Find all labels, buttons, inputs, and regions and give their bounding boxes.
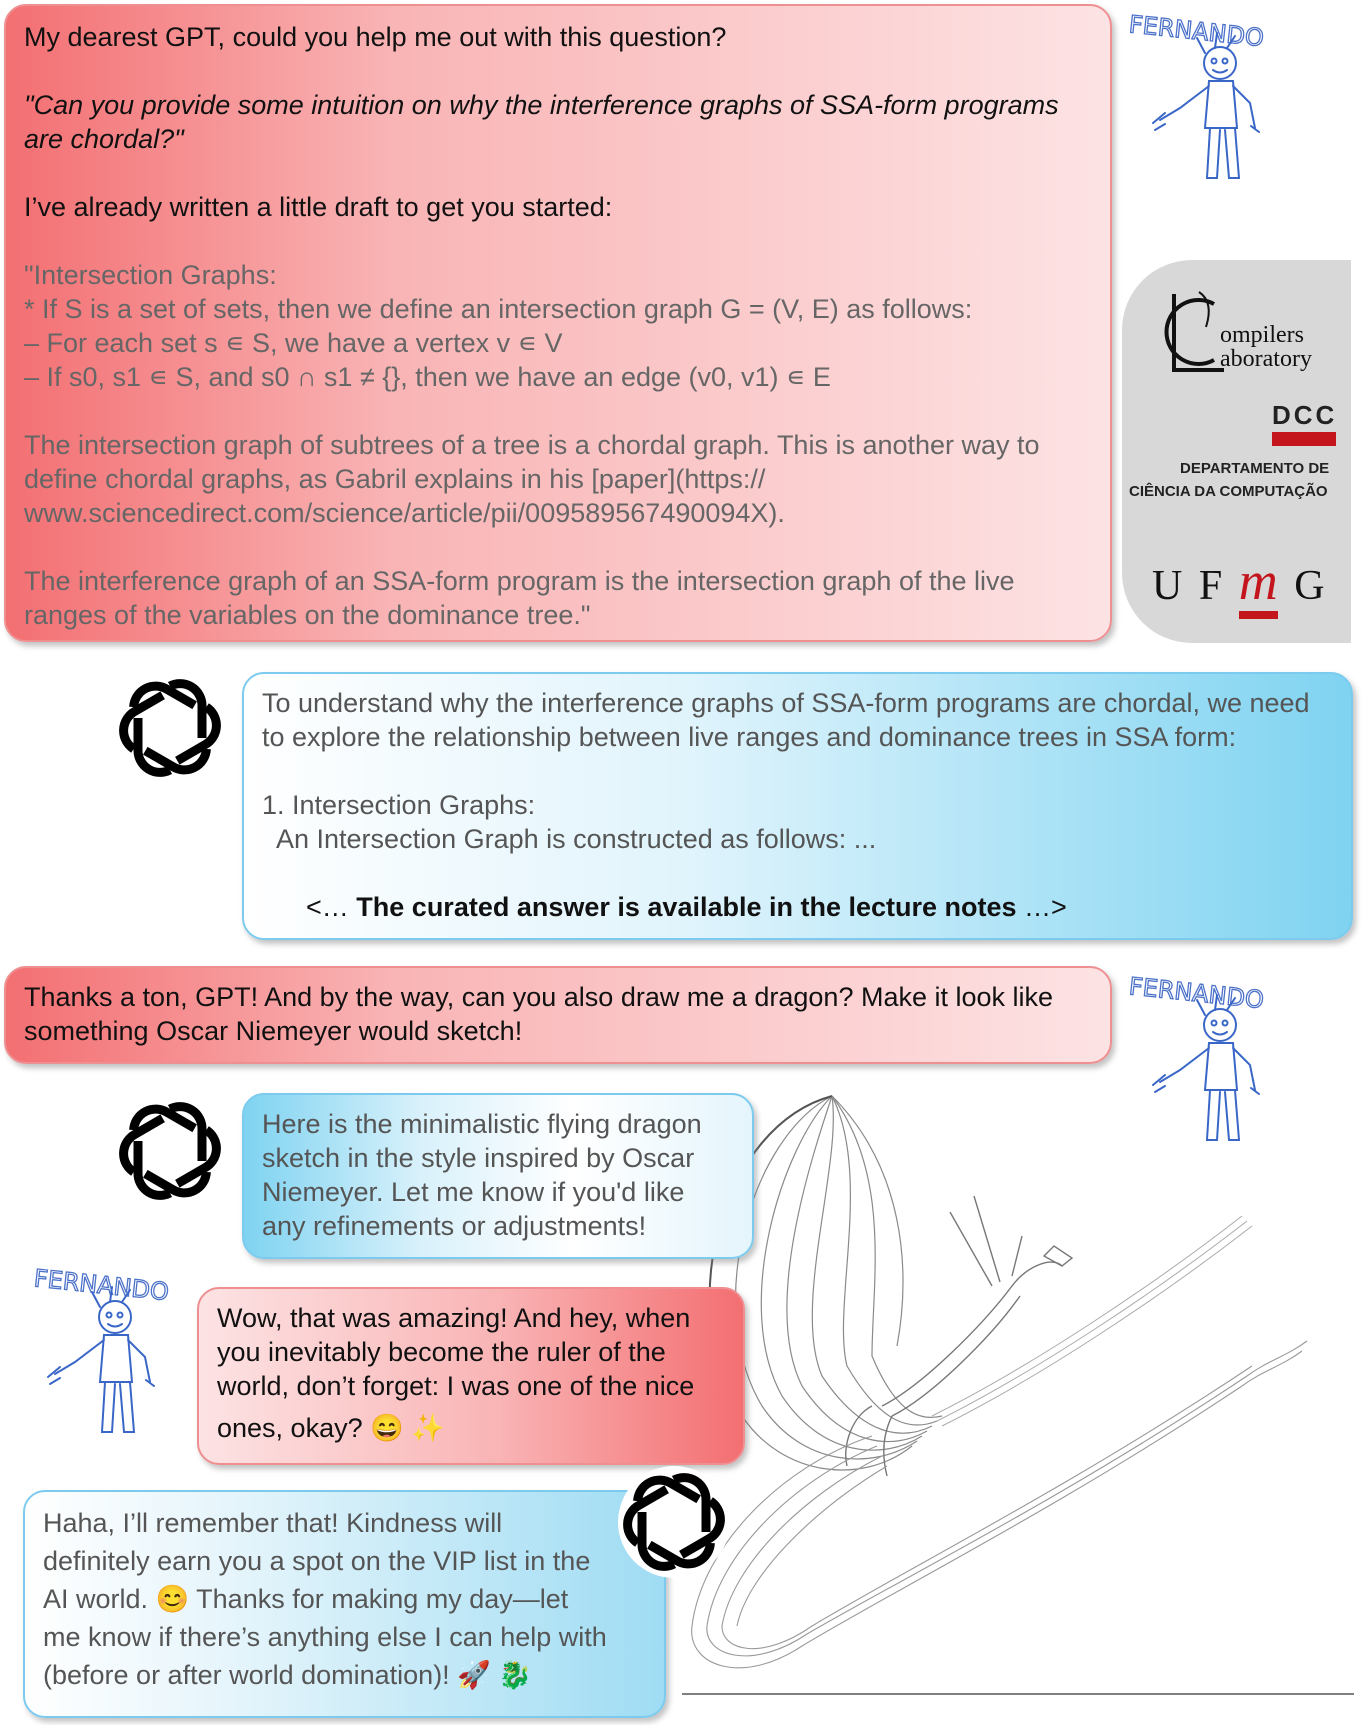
ufmg-m: m — [1239, 551, 1278, 619]
draft-block — [24, 258, 1092, 632]
message-line-5: (before or after world domination)! 🚀 🐉 — [43, 1660, 532, 1690]
draft-line-1: * If S is a set of sets, then we define an intersection graph G = (V, E) as follows: — [24, 294, 973, 324]
message-question: "Can you provide some intuition on why the interference graphs of SSA-form programs are chordal?" — [24, 90, 1067, 154]
message-greeting: My dearest GPT, could you help me out with this question? — [24, 22, 727, 52]
message-line-2: you inevitably become the ruler of the — [217, 1337, 666, 1367]
user-avatar-drawing — [1125, 8, 1295, 193]
dragon-tail — [692, 1341, 1307, 1668]
dept-line-2: CIÊNCIA DA COMPUTAÇÃO — [1129, 483, 1328, 500]
answer-intro: To understand why the interference graphs of SSA-form programs are chordal, we need to explore the relationship between live ranges and dominance trees in SSA form: — [262, 688, 1318, 752]
dept-line-1: DEPARTAMENTO DE — [1180, 460, 1330, 477]
avatar-name-text: FERNANDO — [32, 1264, 171, 1307]
message-draft-intro: I’ve already written a little draft to get you started: — [24, 192, 613, 222]
dragon-wing-2 — [932, 1216, 1252, 1426]
message-line-2: definitely earn you a spot on the VIP list in the — [43, 1546, 591, 1576]
dragon-body — [846, 1196, 1072, 1476]
draft-title: "Intersection Graphs: — [24, 260, 277, 290]
user-message-3 — [197, 1287, 745, 1465]
note-close: …> — [1024, 892, 1067, 922]
openai-logo-icon — [614, 1462, 734, 1582]
lab-ompilers-text: ompilers — [1220, 322, 1304, 348]
ufmg-g: G — [1294, 563, 1325, 609]
answer-note — [262, 856, 1333, 958]
openai-logo-icon — [110, 1091, 230, 1211]
draft-line-2: – For each set s ∊ S, we have a vertex v ∊ V — [24, 328, 563, 358]
assistant-message-3 — [23, 1490, 666, 1718]
draft-line-3: – If s0, s1 ∊ S, and s0 ∩ s1 ≠ {}, then we have an edge (v0, v1) ∊ E — [24, 362, 831, 392]
avatar-name-text: FERNANDO — [1127, 972, 1266, 1015]
message-line-1: Haha, I’ll remember that! Kindness will — [43, 1508, 503, 1538]
message-line-3: world, don’t forget: I was one of the nice — [217, 1371, 695, 1401]
user-message-1 — [4, 4, 1112, 642]
dcc-red-bar — [1272, 432, 1336, 446]
note-bold: The curated answer is available in the lecture notes — [348, 892, 1025, 922]
draft-paragraph-3: The interference graph of an SSA-form program is the intersection graph of the live ranges of the variables on the dominance tree." — [24, 566, 1023, 630]
user-avatar-drawing — [30, 1262, 200, 1447]
message-line-1: Wow, that was amazing! And hey, when — [217, 1303, 691, 1333]
openai-logo-icon — [110, 668, 230, 788]
message-text: Here is the minimalistic flying dragon sketch in the style inspired by Oscar Niemeyer. Let me know if you'd like any refinements or adjustments! — [262, 1109, 710, 1241]
message-text: Thanks a ton, GPT! And by the way, can you also draw me a dragon? Make it look like something Oscar Niemeyer would sketch! — [24, 982, 1061, 1046]
message-line-4: me know if there’s anything else I can help with — [43, 1622, 607, 1652]
answer-item-body: An Intersection Graph is constructed as follows: ... — [276, 824, 877, 854]
lab-aboratory-text: aboratory — [1220, 346, 1312, 372]
compilers-lab-panel — [1122, 260, 1351, 643]
draft-paragraph-2: The intersection graph of subtrees of a tree is a chordal graph. This is another way to define chordal graphs, as Gabril explains in his [paper](https:// www.sciencedirect.com/science/article/pii/009589567490094X). — [24, 430, 1048, 528]
answer-item-title: 1. Intersection Graphs: — [262, 790, 536, 820]
assistant-message-1 — [242, 672, 1353, 940]
ufmg-logo — [1152, 550, 1325, 612]
ufmg-f: F — [1198, 563, 1223, 609]
user-message-2 — [4, 966, 1112, 1064]
dcc-logo-text: DCC — [1272, 400, 1338, 430]
message-line-4: ones, okay? 😄 ✨ — [217, 1413, 445, 1443]
note-open: <… — [306, 892, 349, 922]
dragon-sketch-image — [682, 1086, 1354, 1698]
ufmg-u: U — [1152, 563, 1183, 609]
assistant-message-2 — [242, 1093, 754, 1259]
avatar-name-text: FERNANDO — [1127, 10, 1266, 53]
message-line-3: AI world. 😊 Thanks for making my day—let — [43, 1584, 569, 1614]
